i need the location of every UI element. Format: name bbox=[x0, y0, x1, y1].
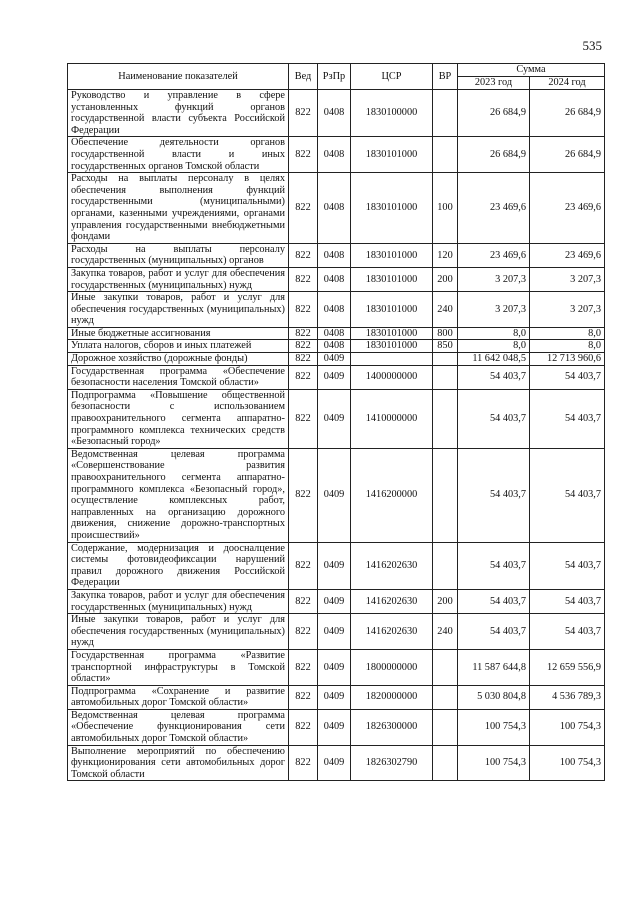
row-sum-2024: 23 469,6 bbox=[530, 243, 605, 267]
row-csr: 1830101000 bbox=[351, 173, 433, 244]
row-sum-2024: 8,0 bbox=[530, 327, 605, 340]
row-rzpr: 0408 bbox=[318, 137, 351, 173]
row-rzpr: 0408 bbox=[318, 340, 351, 353]
row-name: Уплата налогов, сборов и иных платежей bbox=[68, 340, 289, 353]
row-ved: 822 bbox=[289, 614, 318, 650]
table-row bbox=[68, 448, 605, 542]
row-name: Государственная программа «Обеспечение безопасности населения Томской области» bbox=[68, 365, 289, 389]
row-csr: 1830101000 bbox=[351, 340, 433, 353]
row-sum-2023: 54 403,7 bbox=[458, 589, 530, 613]
row-sum-2024: 100 754,3 bbox=[530, 709, 605, 745]
header-year-2024: 2024 год bbox=[530, 77, 605, 90]
row-csr: 1830101000 bbox=[351, 137, 433, 173]
row-rzpr: 0409 bbox=[318, 353, 351, 366]
row-rzpr: 0409 bbox=[318, 649, 351, 685]
header-sum: Сумма bbox=[458, 64, 605, 77]
row-rzpr: 0409 bbox=[318, 448, 351, 542]
row-name: Иные закупки товаров, работ и услуг для обеспечения государственных (муниципальных) нужд bbox=[68, 614, 289, 650]
row-sum-2023: 26 684,9 bbox=[458, 90, 530, 137]
row-rzpr: 0409 bbox=[318, 542, 351, 589]
table-row bbox=[68, 267, 605, 291]
row-sum-2024: 54 403,7 bbox=[530, 365, 605, 389]
row-rzpr: 0408 bbox=[318, 292, 351, 328]
row-sum-2024: 12 659 556,9 bbox=[530, 649, 605, 685]
row-csr: 1826302790 bbox=[351, 745, 433, 781]
row-sum-2024: 54 403,7 bbox=[530, 614, 605, 650]
row-sum-2024: 8,0 bbox=[530, 340, 605, 353]
row-vr: 200 bbox=[433, 589, 458, 613]
row-rzpr: 0408 bbox=[318, 327, 351, 340]
row-sum-2024: 12 713 960,6 bbox=[530, 353, 605, 366]
row-sum-2023: 8,0 bbox=[458, 340, 530, 353]
row-sum-2024: 26 684,9 bbox=[530, 137, 605, 173]
row-rzpr: 0409 bbox=[318, 589, 351, 613]
row-sum-2024: 54 403,7 bbox=[530, 589, 605, 613]
row-csr: 1830101000 bbox=[351, 327, 433, 340]
row-ved: 822 bbox=[289, 709, 318, 745]
row-sum-2024: 23 469,6 bbox=[530, 173, 605, 244]
row-csr: 1416202630 bbox=[351, 589, 433, 613]
row-sum-2023: 100 754,3 bbox=[458, 709, 530, 745]
row-rzpr: 0409 bbox=[318, 745, 351, 781]
row-sum-2024: 100 754,3 bbox=[530, 745, 605, 781]
row-csr: 1400000000 bbox=[351, 365, 433, 389]
row-ved: 822 bbox=[289, 389, 318, 448]
row-ved: 822 bbox=[289, 340, 318, 353]
row-ved: 822 bbox=[289, 292, 318, 328]
row-name: Расходы на выплаты персоналу в целях обеспечения выполнения функций государственными (муниципальными) органами, казенными учреждениями, органами управления государственными внебюджетными фондами bbox=[68, 173, 289, 244]
row-name: Дорожное хозяйство (дорожные фонды) bbox=[68, 353, 289, 366]
row-name: Обеспечение деятельности органов государственной власти и иных государственных органов Томской области bbox=[68, 137, 289, 173]
table-row bbox=[68, 542, 605, 589]
header-vr: ВР bbox=[433, 64, 458, 90]
row-ved: 822 bbox=[289, 542, 318, 589]
row-sum-2024: 54 403,7 bbox=[530, 448, 605, 542]
row-ved: 822 bbox=[289, 90, 318, 137]
row-rzpr: 0409 bbox=[318, 365, 351, 389]
row-rzpr: 0409 bbox=[318, 709, 351, 745]
row-sum-2024: 54 403,7 bbox=[530, 389, 605, 448]
row-vr bbox=[433, 365, 458, 389]
row-csr: 1826300000 bbox=[351, 709, 433, 745]
table-header bbox=[68, 64, 605, 90]
row-sum-2023: 11 587 644,8 bbox=[458, 649, 530, 685]
row-vr bbox=[433, 90, 458, 137]
row-name: Подпрограмма «Сохранение и развитие автомобильных дорог Томской области» bbox=[68, 685, 289, 709]
row-vr: 240 bbox=[433, 614, 458, 650]
table-row bbox=[68, 137, 605, 173]
row-vr bbox=[433, 685, 458, 709]
row-rzpr: 0408 bbox=[318, 267, 351, 291]
row-sum-2023: 8,0 bbox=[458, 327, 530, 340]
header-ved: Вед bbox=[289, 64, 318, 90]
row-vr bbox=[433, 709, 458, 745]
row-ved: 822 bbox=[289, 685, 318, 709]
budget-table bbox=[67, 63, 605, 781]
row-ved: 822 bbox=[289, 448, 318, 542]
table-row bbox=[68, 709, 605, 745]
header-year-2023: 2023 год bbox=[458, 77, 530, 90]
header-rzpr: РзПр bbox=[318, 64, 351, 90]
row-ved: 822 bbox=[289, 327, 318, 340]
row-vr: 200 bbox=[433, 267, 458, 291]
row-ved: 822 bbox=[289, 745, 318, 781]
budget-table-wrapper bbox=[67, 63, 604, 781]
row-name: Руководство и управление в сфере установленных функций органов государственной власти субъекта Российской Федерации bbox=[68, 90, 289, 137]
row-sum-2024: 4 536 789,3 bbox=[530, 685, 605, 709]
row-ved: 822 bbox=[289, 365, 318, 389]
table-row bbox=[68, 353, 605, 366]
row-name: Иные бюджетные ассигнования bbox=[68, 327, 289, 340]
row-vr bbox=[433, 745, 458, 781]
row-sum-2023: 54 403,7 bbox=[458, 542, 530, 589]
table-row bbox=[68, 292, 605, 328]
row-vr: 240 bbox=[433, 292, 458, 328]
row-rzpr: 0408 bbox=[318, 90, 351, 137]
table-body bbox=[68, 90, 605, 781]
row-ved: 822 bbox=[289, 353, 318, 366]
row-vr bbox=[433, 542, 458, 589]
header-name: Наименование показателей bbox=[68, 64, 289, 90]
row-name: Содержание, модернизация и доосналцение системы фотовидеофиксации нарушений правил дорожного движения Российской Федерации bbox=[68, 542, 289, 589]
row-sum-2023: 54 403,7 bbox=[458, 365, 530, 389]
row-sum-2024: 26 684,9 bbox=[530, 90, 605, 137]
table-row bbox=[68, 340, 605, 353]
table-row bbox=[68, 589, 605, 613]
row-vr bbox=[433, 448, 458, 542]
row-rzpr: 0409 bbox=[318, 685, 351, 709]
row-csr: 1416202630 bbox=[351, 614, 433, 650]
row-vr: 100 bbox=[433, 173, 458, 244]
row-sum-2024: 3 207,3 bbox=[530, 292, 605, 328]
row-csr: 1830101000 bbox=[351, 292, 433, 328]
row-sum-2023: 11 642 048,5 bbox=[458, 353, 530, 366]
table-row bbox=[68, 649, 605, 685]
row-sum-2023: 100 754,3 bbox=[458, 745, 530, 781]
row-name: Выполнение мероприятий по обеспечению функционирования сети автомобильных дорог Томской области bbox=[68, 745, 289, 781]
row-ved: 822 bbox=[289, 267, 318, 291]
row-csr bbox=[351, 353, 433, 366]
row-sum-2023: 23 469,6 bbox=[458, 173, 530, 244]
row-ved: 822 bbox=[289, 243, 318, 267]
row-sum-2023: 3 207,3 bbox=[458, 267, 530, 291]
row-ved: 822 bbox=[289, 649, 318, 685]
page-number: 535 bbox=[582, 38, 602, 53]
row-sum-2024: 3 207,3 bbox=[530, 267, 605, 291]
table-row bbox=[68, 327, 605, 340]
row-sum-2023: 54 403,7 bbox=[458, 389, 530, 448]
row-sum-2024: 54 403,7 bbox=[530, 542, 605, 589]
row-ved: 822 bbox=[289, 173, 318, 244]
row-sum-2023: 23 469,6 bbox=[458, 243, 530, 267]
table-row bbox=[68, 614, 605, 650]
table-row bbox=[68, 685, 605, 709]
table-row bbox=[68, 90, 605, 137]
row-name: Подпрограмма «Повышение общественной безопасности с использованием правоохранительного сегмента аппаратно-программного комплекса технических средств «Безопасный город» bbox=[68, 389, 289, 448]
row-name: Ведомственная целевая программа «Совершенствование развития правоохранительного сегмента аппаратно-программного комплекса «Безопасный город», осуществление комплексных работ, направленных на организацию дорожного движения, снижение дорожно-транспортных происшествий» bbox=[68, 448, 289, 542]
row-vr: 800 bbox=[433, 327, 458, 340]
row-csr: 1830101000 bbox=[351, 243, 433, 267]
row-name: Закупка товаров, работ и услуг для обеспечения государственных (муниципальных) нужд bbox=[68, 589, 289, 613]
row-vr bbox=[433, 649, 458, 685]
row-rzpr: 0409 bbox=[318, 389, 351, 448]
row-vr: 120 bbox=[433, 243, 458, 267]
row-sum-2023: 26 684,9 bbox=[458, 137, 530, 173]
row-sum-2023: 3 207,3 bbox=[458, 292, 530, 328]
row-csr: 1830101000 bbox=[351, 267, 433, 291]
row-sum-2023: 5 030 804,8 bbox=[458, 685, 530, 709]
row-csr: 1830100000 bbox=[351, 90, 433, 137]
row-name: Закупка товаров, работ и услуг для обеспечения государственных (муниципальных) нужд bbox=[68, 267, 289, 291]
table-row bbox=[68, 365, 605, 389]
row-vr: 850 bbox=[433, 340, 458, 353]
row-csr: 1820000000 bbox=[351, 685, 433, 709]
row-vr bbox=[433, 353, 458, 366]
row-name: Государственная программа «Развитие транспортной инфраструктуры в Томской области» bbox=[68, 649, 289, 685]
row-csr: 1800000000 bbox=[351, 649, 433, 685]
row-rzpr: 0408 bbox=[318, 243, 351, 267]
row-csr: 1416200000 bbox=[351, 448, 433, 542]
row-ved: 822 bbox=[289, 137, 318, 173]
row-name: Расходы на выплаты персоналу государственных (муниципальных) органов bbox=[68, 243, 289, 267]
header-csr: ЦСР bbox=[351, 64, 433, 90]
row-vr bbox=[433, 137, 458, 173]
table-row bbox=[68, 173, 605, 244]
row-rzpr: 0408 bbox=[318, 173, 351, 244]
row-ved: 822 bbox=[289, 589, 318, 613]
table-row bbox=[68, 389, 605, 448]
row-name: Ведомственная целевая программа «Обеспечение функционирования сети автомобильных дорог Томской области» bbox=[68, 709, 289, 745]
row-vr bbox=[433, 389, 458, 448]
row-csr: 1410000000 bbox=[351, 389, 433, 448]
table-row bbox=[68, 745, 605, 781]
table-row bbox=[68, 243, 605, 267]
row-rzpr: 0409 bbox=[318, 614, 351, 650]
row-name: Иные закупки товаров, работ и услуг для обеспечения государственных (муниципальных) нужд bbox=[68, 292, 289, 328]
row-sum-2023: 54 403,7 bbox=[458, 448, 530, 542]
row-csr: 1416202630 bbox=[351, 542, 433, 589]
row-sum-2023: 54 403,7 bbox=[458, 614, 530, 650]
